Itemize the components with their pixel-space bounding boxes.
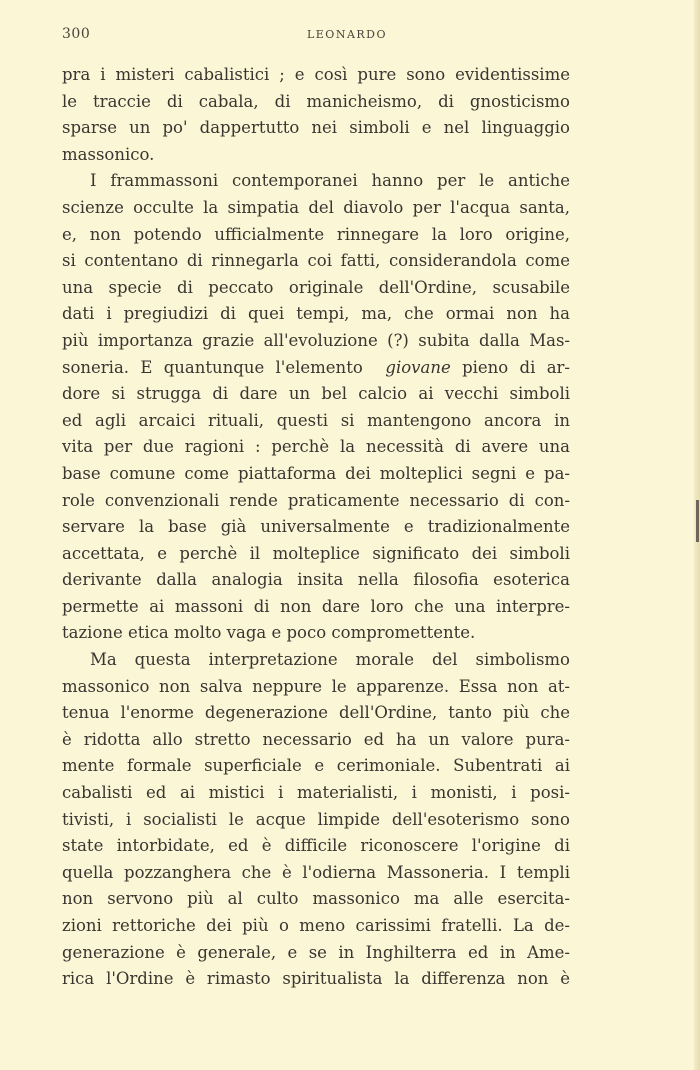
text-line: massonico. <box>62 144 155 164</box>
running-head: LEONARDO <box>306 28 388 41</box>
text-segment: soneria. E quantunque l'elemento <box>62 357 363 377</box>
text-line: generazione è generale, e se in Inghilterra ed in Ame- <box>62 942 570 962</box>
page-edge-mark <box>696 500 699 542</box>
text-line: role convenzionali rende praticamente necessario di con- <box>62 490 570 510</box>
text-line: permette ai massoni di non dare loro che una interpre- <box>62 596 570 616</box>
text-line: sparse un po' dappertutto nei simboli e nel linguaggio <box>62 118 570 138</box>
text-line: rica l'Ordine è rimasto spiritualista la differenza non è <box>62 969 570 989</box>
text-line: scienze occulte la simpatia del diavolo per l'acqua santa, <box>62 197 570 217</box>
text-line: si contentano di rinnegarla coi fatti, considerandola come <box>62 251 570 271</box>
text-line: dati i pregiudizi di quei tempi, ma, che ormai non ha <box>62 304 570 324</box>
italic-word: giovane <box>385 357 451 377</box>
page-header <box>62 22 632 46</box>
page-edge <box>694 0 700 1070</box>
text-segment: pieno di ar- <box>462 357 571 377</box>
text-line: derivante dalla analogia insita nella filosofia esoterica <box>62 570 570 590</box>
text-line: dore si strugga di dare un bel calcio ai vecchi simboli <box>62 384 570 404</box>
text-line: quella pozzanghera che è l'odierna Massoneria. I templi <box>62 862 570 882</box>
text-line: vita per due ragioni : perchè la necessità di avere una <box>62 437 570 457</box>
text-line: non servono più al culto massonico ma alle esercita- <box>62 889 570 909</box>
text-line: una specie di peccato originale dell'Ordine, scusabile <box>62 277 570 297</box>
text-line: zioni rettoriche dei più o meno carissimi fratelli. La de- <box>62 916 570 935</box>
text-line: pra i misteri cabalistici ; e così pure sono evidentissime <box>62 65 570 84</box>
text-line: le traccie di cabala, di manicheismo, di gnosticismo <box>62 91 570 111</box>
text-line: mente formale superficiale e cerimoniale. Subentrati ai <box>62 756 570 776</box>
body-text <box>62 62 570 993</box>
text-line: servare la base già universalmente e tradizionalmente <box>62 517 570 537</box>
text-line: accettata, e perchè il molteplice significato dei simboli <box>62 543 570 563</box>
text-line: tazione etica molto vaga e poco compromettente. <box>62 623 476 643</box>
text-line: ed agli arcaici rituali, questi si mantengono ancora in <box>62 410 570 430</box>
text-line: tenua l'enorme degenerazione dell'Ordine, tanto più che <box>62 703 570 723</box>
text-line: e, non potendo ufficialmente rinnegare la loro origine, <box>62 224 570 244</box>
text-line-with-italic <box>62 355 570 382</box>
text-line: massonico non salva neppure le apparenze. Essa non at- <box>62 676 570 696</box>
text-line: Ma questa interpretazione morale del simbolismo <box>90 650 570 670</box>
text-line: I frammassoni contemporanei hanno per le antiche <box>90 171 570 191</box>
page-number: 300 <box>62 26 91 42</box>
text-line: base comune come piattaforma dei molteplici segni e pa- <box>62 463 570 483</box>
text-line: più importanza grazie all'evoluzione (?) subita dalla Mas- <box>62 330 570 350</box>
text-line: è ridotta allo stretto necessario ed ha un valore pura- <box>62 729 570 749</box>
text-line: tivisti, i socialisti le acque limpide dell'esoterismo sono <box>62 809 570 829</box>
text-line: cabalisti ed ai mistici i materialisti, i monisti, i posi- <box>62 783 570 803</box>
text-line: state intorbidate, ed è difficile riconoscere l'origine di <box>62 836 570 856</box>
